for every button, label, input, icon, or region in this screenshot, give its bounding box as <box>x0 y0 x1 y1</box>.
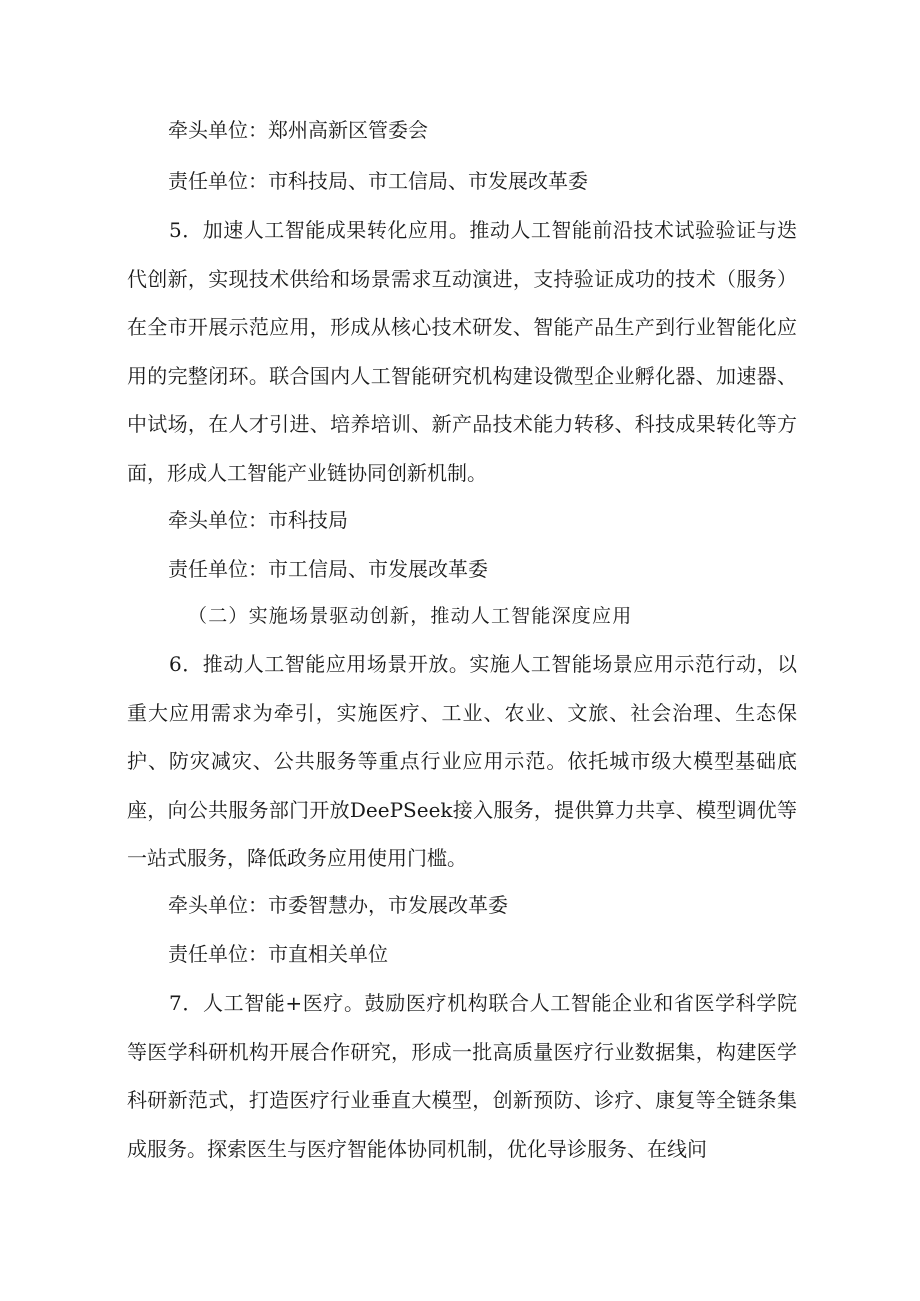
item-7-paragraph: 7．人工智能+医疗。鼓励医疗机构联合人工智能企业和省医学科学院等医学科研机构开展合作研究，形成一批高质量医疗行业数据集，构建医学科研新范式，打造医疗行业垂直大模型，创新预防、诊疗、康复等全链条集成服务。探索医生与医疗智能体协同机制，优化导诊服务、在线问 <box>127 991 797 1161</box>
lead-unit-line: 牵头单位：市委智慧办，市发展改革委 <box>168 893 508 917</box>
item-5-paragraph: 5．加速人工智能成果转化应用。推动人工智能前沿技术试验验证与迭代创新，实现技术供给和场景需求互动演进，支持验证成功的技术（服务）在全市开展示范应用，形成从核心技术研发、智能产品生产到行业智能化应用的完整闭环。联合国内人工智能研究机构建设微型企业孵化器、加速器、中试场，在人才引进、培养培训、新产品技术能力转移、科技成果转化等方面，形成人工智能产业链协同创新机制。 <box>127 218 797 485</box>
responsible-unit-line: 责任单位：市直相关单位 <box>168 942 388 966</box>
responsible-unit-line: 责任单位：市科技局、市工信局、市发展改革委 <box>168 169 588 193</box>
lead-unit-line: 牵头单位：郑州高新区管委会 <box>168 118 428 142</box>
item-6-paragraph: 6．推动人工智能应用场景开放。实施人工智能场景应用示范行动，以重大应用需求为牵引，实施医疗、工业、农业、文旅、社会治理、生态保护、防灾减灾、公共服务等重点行业应用示范。依托城市级大模型基础底座，向公共服务部门开放DeePSeek接入服务，提供算力共享、模型调优等一站式服务，降低政务应用使用门槛。 <box>127 652 797 870</box>
responsible-unit-line: 责任单位：市工信局、市发展改革委 <box>168 557 488 581</box>
lead-unit-line: 牵头单位：市科技局 <box>168 508 348 532</box>
section-heading: （二）实施场景驱动创新，推动人工智能深度应用 <box>188 605 633 627</box>
